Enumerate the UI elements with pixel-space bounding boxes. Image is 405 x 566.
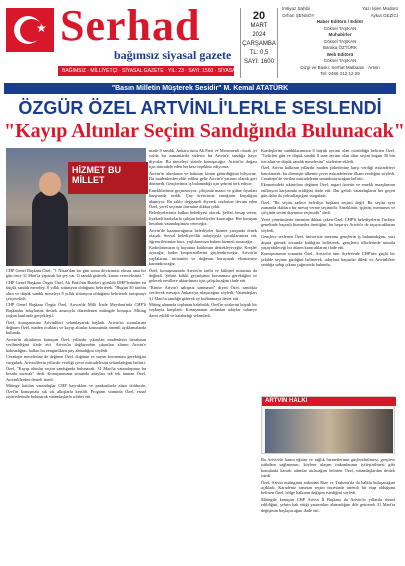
article-paragraph: Gençlere seslenen Özel, üniversite mezunu gençlerin iş bulamadığını, yurt dışına gitmek zorunda kaldığını belirterek, gençlerin ülkelerinde umutla yaşayabileceği bir düzen kuracaklarını ifade etti.: [261, 234, 395, 250]
speaker-head: [39, 172, 61, 196]
date-box: [240, 8, 278, 78]
article-paragraph: Artvin'de kazanacağımız belediyeler hizmet yarışında örnek olacak. Sosyal belediyecilik anlayışıyla çocuklarımıza süt, öğrencilerimize burs, yaşlılarımıza bakım hizmeti sunacağız.: [149, 227, 257, 244]
date-day: 20: [252, 10, 266, 22]
article-paragraph: Belediyelerimiz halkın belediyesi olacak. Şeffaf, hesap veren, liyakatli kadrolarla çalışan belediyeler kuracağız. Her kuruşun hesabını vatandaşımıza vereceğiz.: [149, 210, 257, 227]
article-paragraph: Özel, Artvin halkının yıllardır maden şirketlerine karşı verdiği mücadeleyi hatırlatarak, bu direnişin ülkenin çevre mücadelesine ilham verdiğini söyledi. Cerattepe'de verilen mücadelenin unutulmayacağını belirtti.: [261, 165, 395, 182]
date-month: MART: [250, 23, 268, 29]
staff-label: İmtiyaz Sahibi: [282, 6, 311, 11]
article-paragraph: Özel, konuşmasına Artvinlileri selamlayarak başladı. Artvin'in sorunlarına değinen Özel, maden ocakları ve kayıp altınlar konusunda önemli açıklamalarda bulundu.: [6, 319, 146, 336]
article-column-4: [261, 457, 395, 560]
masthead: [4, 1, 398, 82]
article-paragraph: Artvin'in altınlarını konuşan Özel, yıllardır çıkarılan madenlerin hesabının verilmediğini ifade etti. Artvin'in dağlarından çıkarılan altının Artvin'e kalmadığını, halkın bu zenginlikten pay almadığını söyledi.: [6, 336, 146, 353]
article-paragraph: Özel, Artvin mitinginin ardından Rize ve Trabzon'da da halkla buluşacağını açıkladı. Karadeniz turunun seçim öncesinde önemli bir etap olduğunu belirten Özel, bölge halkının değişim istediğini söyledi.: [261, 479, 395, 496]
staff-name: Göksel TAŞKAN: [323, 38, 357, 44]
staff-phone: Tel: 0466 212 12 29: [320, 71, 360, 76]
article-paragraph: nizde 8 sandık, Ankara tuttu Ak Parti ve Menemenli olarak iyi yolda bu zamanlarda sizlerin bu Artvin'e sandığa hayır diyorlar. Bu meseleyi sizinle konuşacağız. Artvin'in doğası için mücadele eden herkese teşekkür ediyoruz.: [149, 148, 257, 170]
article-paragraph: Özel, "Bu seçim sadece belediye başkanı seçimi değil. Bu seçim aynı zamanda iktidara bir mesaj verme seçimidir. Emeklinin, işçinin, memurun ve çiftçinin sesini duyurma seçimidir" dedi.: [261, 199, 395, 216]
article-paragraph: CHP Genel Başkanı Özgür Özel, Artvin'de Milli İrade Meydanı'nda CHP'li Başkanlar adaylarına destek amacıyla düzenlenen mitingde konuştu. Miting yoğun katılımla gerçekleşti.: [6, 302, 146, 319]
article-paragraph: Mitingde konuşan CHP Artvin İl Başkanı da Artvin'in yıllardır ihmal edildiğini, şehrin hak ettiği yatırımları alamadığını dile getirerek 31 Mart'ta değişimin başlayacağını ifade etti.: [261, 496, 395, 513]
article-paragraph: Emeklilerimiz geçinemiyor, çiftçimiz mazot ve gübre fiyatları karşısında ezildi. Çay üreticimiz emeğinin karşılığını alamıyor. Bu tablo değişmeli diyerek sözlerine devam eden Özel, yerel seçimin önemine dikkat çekti.: [149, 187, 257, 210]
date-weekday: ÇARŞAMBA: [242, 41, 276, 47]
article-paragraph: Yerel yönetimlerin önemine dikkat çeken Özel, CHP'li belediyelerin Türkiye genelinde başarılı hizmetler ürettiğini, bu başarıyı Artvin'e de taşıyacaklarını söyledi.: [261, 216, 395, 233]
crowd-image: [6, 226, 146, 266]
staff-name: Göksel TAŞKAN: [323, 25, 357, 31]
article-paragraph: Özel, "Kayıp altınlar seçim sandığında bulunacak. 31 Mart'ta vatandaşımız bu hesabı soracak" dedi. Konuşmasının sonunda adayları tek tek tanıtan Özel, Artvinlilerden destek istedi.: [6, 365, 146, 382]
turkish-flag-icon: ★: [6, 8, 54, 52]
article-paragraph: Miting alanında toplanan kalabalık, Özel'in sözlerini büyük bir coşkuyla karşıladı. Konuşmanın ardından adaylar sahneye davet edildi ve kalabalığı selamladı.: [149, 301, 257, 318]
article-column-3: [261, 148, 395, 393]
staff-box: [282, 6, 398, 82]
main-headline: ÖZGÜR ÖZEL ARTVİNLİ'LERLE SESLENDİ: [18, 98, 382, 118]
article-paragraph: Bu Artvin'de kamu eğitim ve sağlık hizmetlerinin güçlendirilmesi, gençlere istihdam sağlanması, köylere ulaşım imkanlarının iyileştirilmesi gibi konularda kararlı adımlar atılacağını belirten Özel, vatandaşlardan destek istedi.: [261, 457, 395, 479]
side-photo-image: [265, 409, 393, 453]
lead-photo: [6, 148, 146, 266]
staff-label: Haber Editörü / Editör: [316, 19, 364, 24]
article-paragraph: Artvin'in altınlarını ve bakırını kimin götürdüğünü biliyoruz. Bu madenlerden elde edilen gelir Artvin'e yatırım olarak geri dönmedi. Gençlerimiz iş bulamadığı için şehrini terk ediyor.: [149, 170, 257, 187]
staff-label: Web Editörü: [326, 51, 354, 57]
staff-label: Muhabirler: [328, 32, 352, 37]
article-paragraph: CHP Genel Başkanı Özgür Özel, Ak Parti'nin Rizeleri görüldü DHP'lerinden en küçük sandık meseleyi 8 yıllık sitüasyon olduğunu belirterek, "Bugün 30 tarihin altın ve düşük sandık meseleyi 8 yıllık sitüasyon olduğunu belirterek tartışmayı çerçeveledi.: [6, 279, 146, 302]
article-column-2: [149, 148, 257, 560]
article-paragraph: Cerattepe meselesine de değinen Özel, doğanın ve suyun korunması gerektiğini vurguladı. Artvinlilerin yıllardır verdiği çevre mücadelesini selamladığını belirtti.: [6, 354, 146, 365]
staff-name: Aykut GEZİCİ: [370, 12, 398, 18]
issue-number: SAYI: 1600: [244, 59, 274, 65]
article-paragraph: "Kimse Artvin'i sahipsiz sanmasın" diyen Özel, sandıkta verilecek mesajın Ankara'ya ulaşacağını söyledi. Vatandaşları 31 Mart'ta sandığa giderek oy kullanmaya davet etti.: [149, 284, 257, 301]
article-paragraph: Konuşmasının sonunda Özel, Artvin'in tüm ilçelerinde CHP'nin güçlü bir şekilde seçime girdiğini belirterek, adaylara başarılar diledi ve Artvinlilere sandığa sahip çıkma çağrısında bulundu.: [261, 251, 395, 268]
article-paragraph: Ekonomideki sıkıntılara değinen Özel, asgari ücretin ve emekli maaşlarının enflasyon karşısında eridiğini ifade etti. Dar gelirli vatandaşların her geçen gün daha da yoksullaştığını vurguladı.: [261, 182, 395, 199]
staff-label: Yazı İşleri Müdürü: [362, 6, 398, 11]
article-paragraph: Özel, konuşmasında Artvin'in tarihi ve kültürel mirasına da değindi. Şehrin köklü geçmişinin korunması gerektiğini ve gelecek nesillere aktarılması için çalışılacağını ifade etti.: [149, 267, 257, 284]
issue-price: TL: 0,5: [249, 50, 269, 56]
staff-print-info: Dizgi ve Baskı: Serhat Matbaası · Artvin: [300, 64, 380, 70]
side-photo: [261, 396, 395, 454]
article-column-1: [6, 268, 146, 560]
sub-headline: "Kayıp Altınlar Seçim Sandığında Bulunacak": [4, 120, 405, 142]
article-paragraph: Kadınlarımızın iş hayatına katılımını destekleyeceğiz. Kreşler açacağız, kadın kooperatiflerini güçlendireceğiz. Artvin'in yaylalarını, turizmini ve doğasını koruyarak ekonomiye kazandıracağız.: [149, 244, 257, 267]
masthead-infobar: BAĞIMSIZ · MİLLİYETÇİ · SİYASAL GAZETE · YIL: 23 · SAYI: 1560 · SİYASAL · SİYASİ: [58, 66, 234, 76]
ataturk-quote-bar: "Basın Milletin Müşterek Sesidir" M. Kemal ATATÜRK: [4, 83, 396, 94]
article-paragraph: CHP Genel Başkanı Özel: "1 Nisan'dan bir gün sonra dövizimizi olmaz ama bir gün önce 31 Mart'ta yapacak bir şey var. O sandık gidecek, kararı vereceksiniz.": [6, 268, 146, 279]
date-year: 2024: [252, 32, 266, 38]
article-paragraph: Mitinge katılan vatandaşlar CHP bayrakları ve pankartlarla alanı doldurdu. Özel'in konuşması sık sık alkışlarla kesildi. Program sonunda Özel, esnaf ziyaretlerinde bulunarak vatandaşlarla sohbet etti.: [6, 383, 146, 399]
photo-banner: HİZMET BU MİLLET: [68, 162, 148, 194]
side-photo-caption: ARTVİN HALKI: [262, 397, 396, 406]
staff-name: Göksel TAŞKAN: [323, 58, 357, 63]
speaker-figure: [32, 190, 68, 266]
staff-name: Baraka ÖZTÜRK: [322, 45, 357, 50]
newspaper-logo: Serhad: [60, 1, 201, 50]
article-paragraph: Kardeşlerim sandıklarımızın 8 büyük ayrıntı olan cözüldüğü belirten Özel, "Gelirleri gün ve düşük sandık 8 tane ayrıntı olan altın seçim bugün 30 bin ton altın ve düşük sandık meselesini" sözlerine ekledi.: [261, 148, 395, 164]
newspaper-slogan: bağımsız siyasal gazete: [114, 48, 232, 62]
staff-name: Orhan ŞENSOY: [282, 12, 315, 18]
